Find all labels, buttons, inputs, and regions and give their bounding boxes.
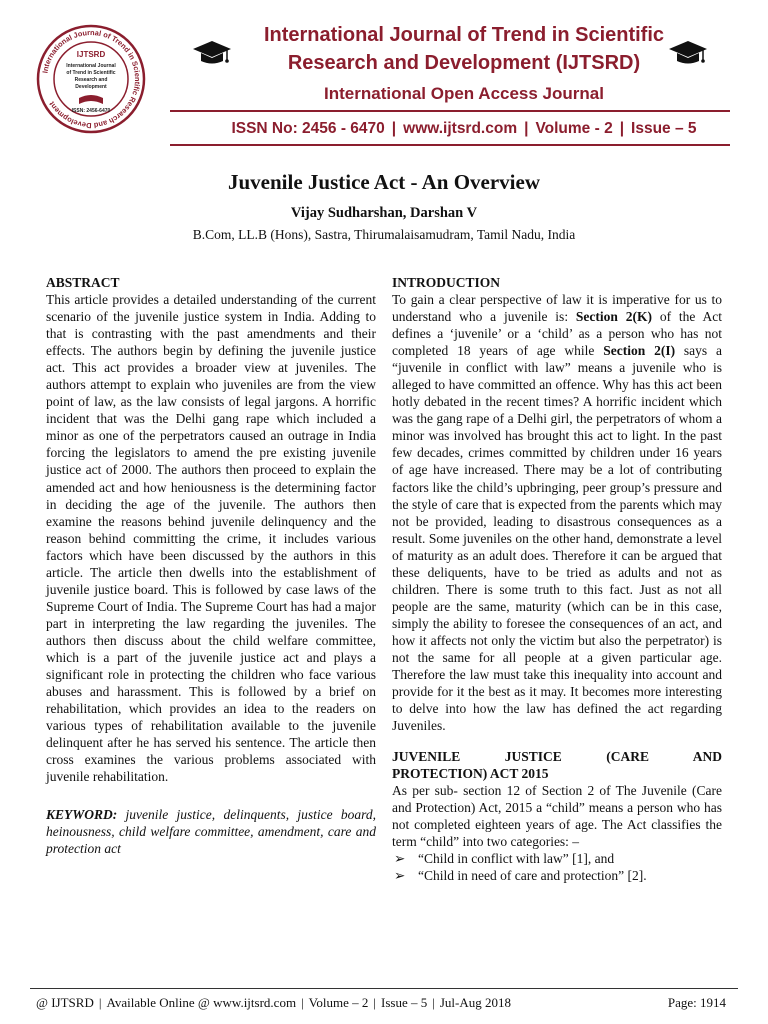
introduction-heading: INTRODUCTION: [392, 275, 501, 290]
list-item-text: “Child in conflict with law” [1], and: [418, 851, 615, 867]
journal-name-line-1: International Journal of Trend in Scientific: [263, 24, 665, 46]
svg-text:Development: Development: [75, 84, 107, 90]
journal-seal-logo: [36, 24, 146, 134]
article-title: Juvenile Justice Act - An Overview: [227, 170, 541, 194]
svg-text:Research and: Research and: [74, 77, 108, 83]
header-divider: [170, 110, 730, 112]
journal-subtitle: International Open Access Journal: [324, 84, 604, 103]
svg-text:International Journal: International Journal: [66, 63, 116, 69]
journal-volume: Volume - 2: [535, 120, 613, 137]
header-divider: [170, 144, 730, 146]
jj-act-heading-line-2: PROTECTION) ACT 2015: [392, 766, 549, 782]
keywords-label: KEYWORD:: [46, 807, 118, 823]
abstract-heading: ABSTRACT: [46, 275, 120, 290]
section-reference: Section 2(I): [603, 343, 676, 359]
journal-name-line-2: Research and Development (IJTSRD): [287, 52, 641, 74]
right-column: [392, 274, 722, 885]
journal-header: [0, 0, 768, 150]
list-item: [392, 867, 722, 884]
svg-text:International Journal of Trend: International Journal of Trend in Scientific Research and Development: [40, 27, 143, 131]
introduction-text: [392, 291, 722, 734]
list-item-text: “Child in need of care and protection” [2].: [418, 868, 647, 884]
keywords-paragraph: [46, 806, 376, 857]
jj-act-heading-line-1: JUVENILE JUSTICE (CARE AND: [392, 749, 722, 765]
footer-issue: Issue – 5: [381, 995, 428, 1010]
footer-date: Jul-Aug 2018: [439, 995, 511, 1010]
keywords-list: juvenile justice, delinquents, justice board, heinousness, child welfare committee, amendment, care and protection act: [46, 807, 376, 857]
journal-issn-bar: ISSN No: 2456 - 6470 | www.ijtsrd.com | Volume - 2 | Issue – 5: [231, 120, 697, 137]
journal-issue: Issue – 5: [631, 120, 697, 137]
article-authors: Vijay Sudharshan, Darshan V: [290, 205, 478, 221]
footer-availability-link[interactable]: Available Online @ www.ijtsrd.com: [106, 995, 297, 1010]
svg-text:of Trend in Scientific: of Trend in Scientific: [66, 70, 116, 76]
svg-text:ISSN: 2456-6470: ISSN: 2456-6470: [71, 108, 111, 114]
jj-act-text: As per sub- section 12 of Section 2 of The Juvenile (Care and Protection) Act, 2015 a “child” means a person who has not completed eighteen years of age. The Act classifies the term “child” into two categories: –: [392, 783, 722, 850]
introduction-text-part: To gain a clear perspective of law it is imperative for us to understand who a juvenile is:: [392, 292, 722, 325]
issn-number: ISSN No: 2456 - 6470: [231, 120, 385, 137]
left-column: [46, 274, 376, 858]
arrow-bullet-icon: ➢: [394, 851, 406, 867]
footer-volume: Volume – 2: [308, 995, 369, 1010]
introduction-text-part: of the Act defines a ‘juvenile’ or a ‘child’ as a person who has not completed 18 years of age while: [392, 309, 722, 359]
journal-website-link[interactable]: www.ijtsrd.com: [403, 120, 518, 137]
svg-text:IJTSRD: IJTSRD: [76, 50, 106, 59]
article-affiliation: B.Com, LL.B (Hons), Sastra, Thirumalaisamudram, Tamil Nadu, India: [192, 227, 576, 242]
list-item: [392, 850, 722, 867]
footer-copyright: @ IJTSRD: [36, 995, 94, 1010]
introduction-text-part: says a “juvenile in conflict with law” means a juvenile who is alleged to have committed an offence. Why has this act been hotly debated in the recent times? A horrific incident which was the gang rape of a Delhi girl, the perpetrators of whom a minor was involved has brought this act to light. In the past few decades, crimes committed by children under 16 years of age have increased. There may be a lot of contributing factors like the child’s upbringing, peer group’s pressure and the style of care that is expected from the parents which may not be provided, leading to disastrous consequences as a result. Some juveniles on the other hand, demonstrate a level of maturity as an adult does. Therefore it can be argued that these deliquents, have to be tried as adults and not as children. There is some truth to this fact. Just as not all people are the same, maturity (which can be in this case, simply the ability to foresee the consequences of an act, and how it affects not only the victim but also the perpetrator) is not the same for all people at a given particular age. Therefore the law must take this inequality into account and provide for it the best as it may. It becomes more interesting to delve into how the law has defined the act regarding Juveniles.: [392, 343, 722, 734]
arrow-bullet-icon: ➢: [394, 868, 406, 884]
footer-divider: [30, 988, 738, 989]
abstract-text: This article provides a detailed understanding of the current scenario of the juvenile justice system in India. Adding to that is contrasting with the past amendments and their effects. The authors begin by defining the juvenile justice act. This act provides a broader view at juveniles. The authors attempt to explain who juveniles are from the view point of law, as the law consists of legal jargons. A horrific incident that was the Delhi gang rape which included a minor as one of the perpetrators caused an outrage in India forcing the legislators to amend the pre existing juvenile justice act of 2000. The authors then proceed to explain the amended act and how heniousness is the determining factor in deciding the age of the juvenile. The authors then examine the reasons behind juvenile delinquency and the reason behind committing the crime, it includes various factors which have been discussed by the authors in this article. The article then dwells into the establishment of juvenile justice board. This is followed by case laws of the Supreme Court of India. The Supreme Court has had a major part in interpreting the law regarding the juveniles. The authors then discuss about the child welfare committee, which is a part of the juvenile justice act and plays a significant role in protecting the children who face various abuses and harassment. This is followed by a brief on rehabilitation, which provides an idea to the readers on various types of rehabilitation available to the juvenile delinquent after he has served his sentence. The article then cross examines the various problems associated with juvenile rehabilitation.: [46, 292, 376, 785]
section-reference: Section 2(K): [575, 309, 652, 325]
child-category-list: [392, 850, 722, 884]
page-number: Page: 1914: [667, 995, 726, 1010]
